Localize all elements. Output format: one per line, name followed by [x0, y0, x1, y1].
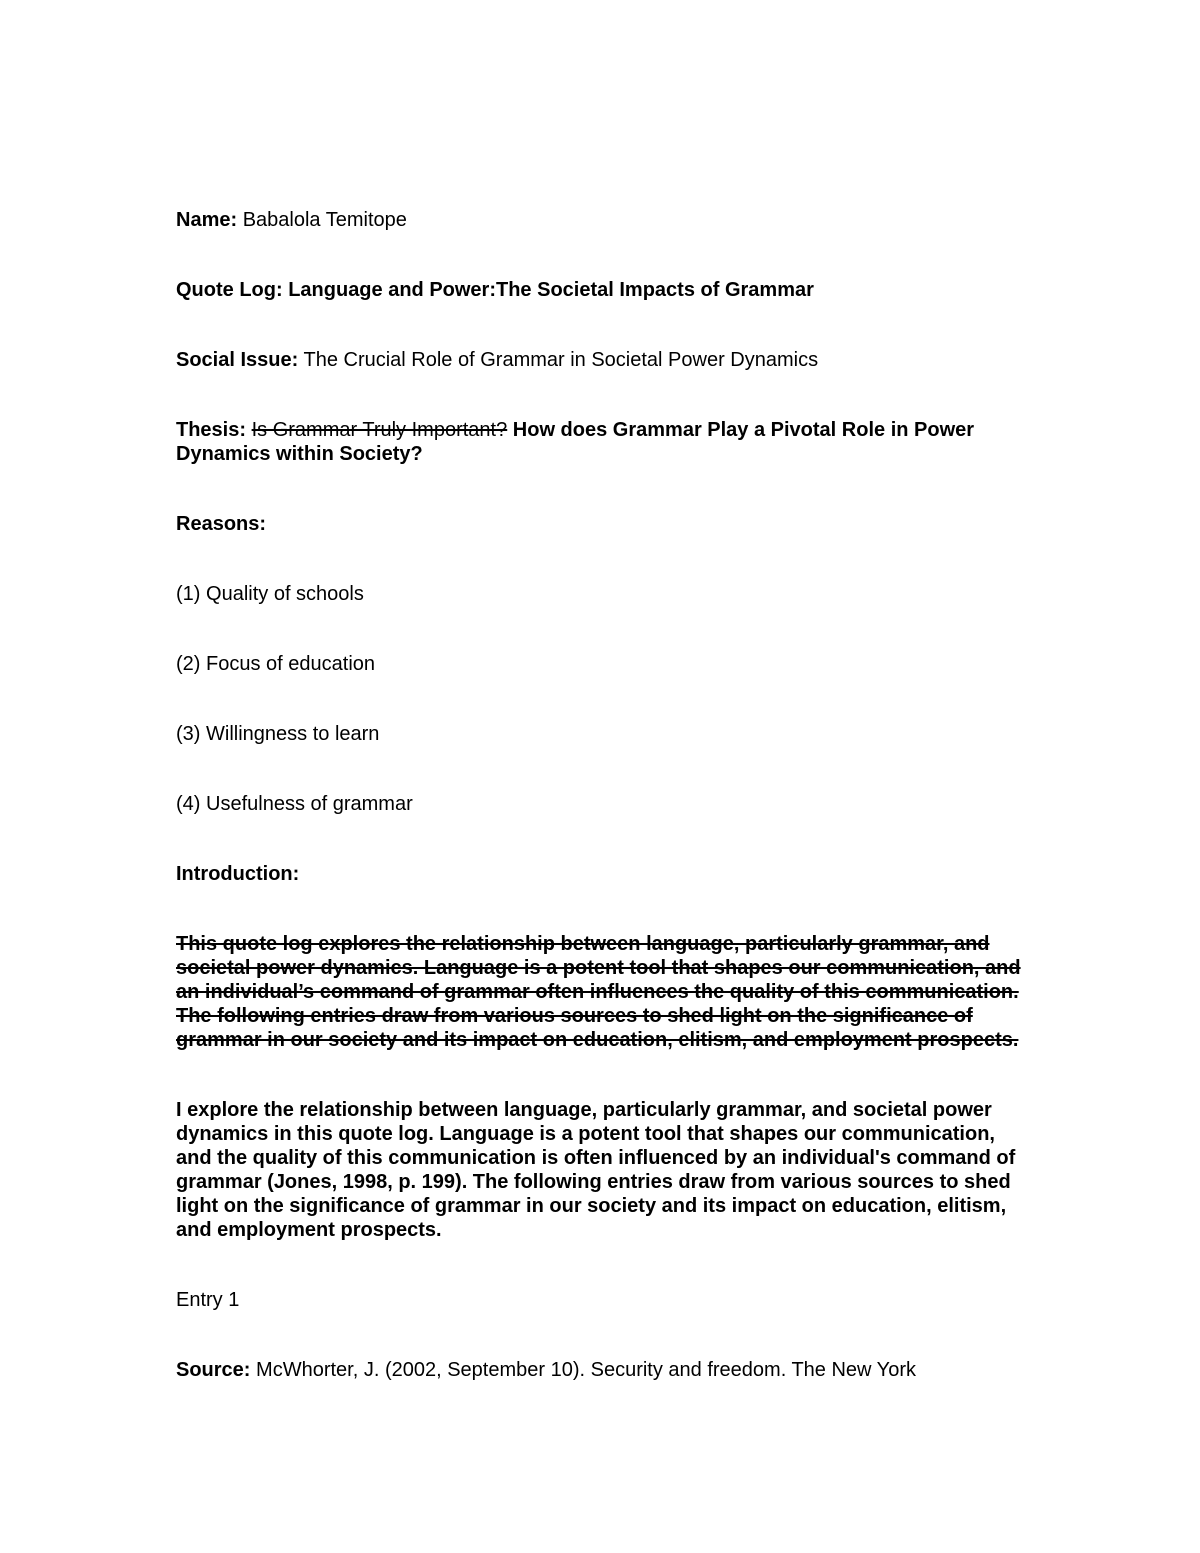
reason-number: (4)	[176, 793, 201, 815]
introduction-struck-paragraph: This quote log explores the relationship between language, particularly grammar, and societal power dynamics. Language is a potent tool that shapes our communication, and an individual’s command of grammar often influences the quality of this communication. The following entries draw from various sources to shed light on the significance of grammar in our society and its impact on education, elitism, and employment prospects.	[176, 933, 1021, 1051]
entry-1-heading: Entry 1	[176, 1289, 240, 1311]
reason-item	[176, 652, 1036, 676]
reason-text: Usefulness of grammar	[206, 793, 413, 815]
reason-item	[176, 582, 1036, 606]
reason-text: Quality of schools	[206, 583, 364, 605]
introduction-paragraph: I explore the relationship between language, particularly grammar, and societal power dynamics in this quote log. Language is a potent tool that shapes our communication, and the quality of this communication is often influenced by an individual's command of grammar (Jones, 1998, p. 199). The following entries draw from various sources to shed light on the significance of grammar in our society and its impact on education, elitism, and employment prospects.	[176, 1099, 1016, 1241]
reason-number: (3)	[176, 723, 201, 745]
introduction-heading: Introduction:	[176, 863, 300, 885]
source-label: Source:	[176, 1359, 251, 1381]
name-value: Babalola Temitope	[242, 209, 407, 231]
social-issue-line	[176, 348, 1036, 372]
name-line	[176, 208, 1036, 232]
source-value: McWhorter, J. (2002, September 10). Security and freedom. The New York	[256, 1359, 916, 1381]
social-issue-value: The Crucial Role of Grammar in Societal Power Dynamics	[303, 349, 819, 371]
social-issue-label: Social Issue:	[176, 349, 299, 371]
reason-text: Willingness to learn	[206, 723, 380, 745]
document-page	[176, 208, 1036, 1382]
thesis-line	[176, 418, 1036, 466]
reason-item	[176, 722, 1036, 746]
reasons-heading: Reasons:	[176, 513, 267, 535]
thesis-label: Thesis:	[176, 419, 247, 441]
reason-text: Focus of education	[206, 653, 376, 675]
thesis-value: How does Grammar Play a Pivotal Role in Power Dynamics within Society?	[176, 419, 975, 465]
reason-number: (1)	[176, 583, 201, 605]
reason-item	[176, 792, 1036, 816]
name-label: Name:	[176, 209, 238, 231]
entry-1-source	[176, 1358, 1036, 1382]
thesis-struck-text: Is Grammar Truly Important?	[251, 419, 508, 441]
reason-number: (2)	[176, 653, 201, 675]
quote-log-title: Quote Log: Language and Power:The Societal Impacts of Grammar	[176, 279, 814, 301]
